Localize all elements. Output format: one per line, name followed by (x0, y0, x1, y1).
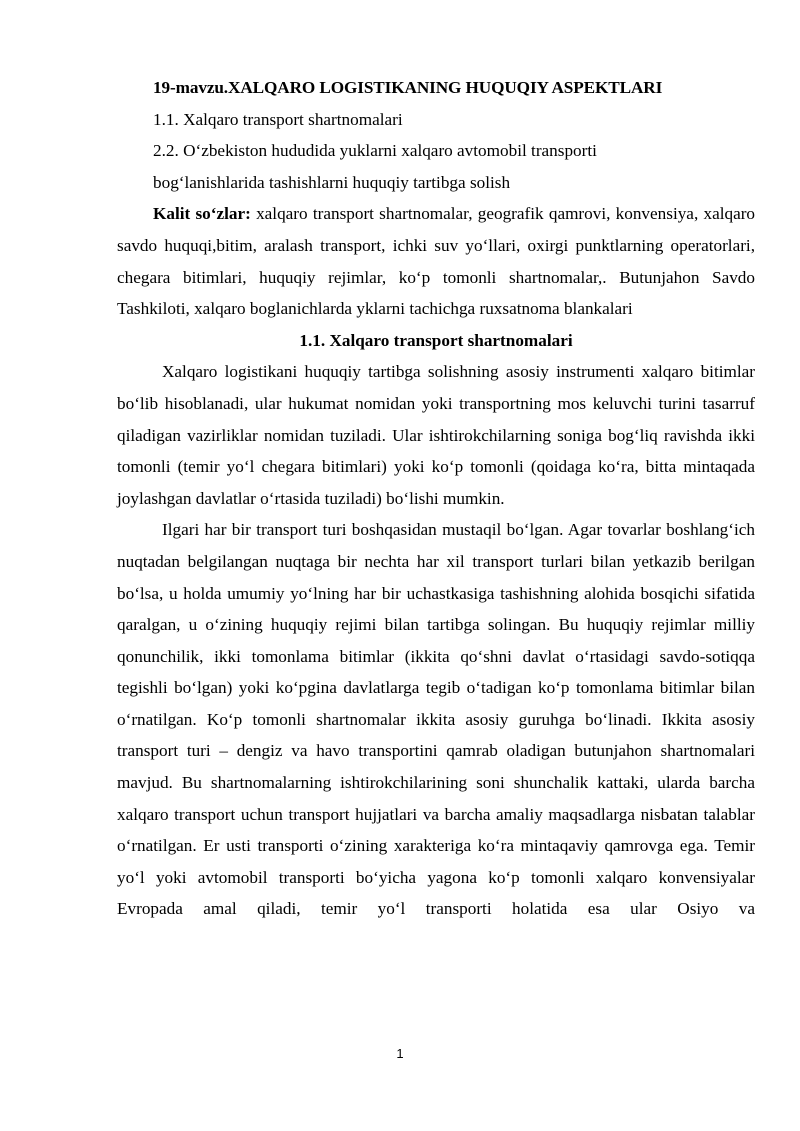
page-number: 1 (396, 1046, 404, 1061)
outline-item-2: 2.2. O‘zbekiston hududida yuklarni xalqaro avtomobil transporti (153, 141, 597, 161)
keywords-paragraph (117, 198, 755, 324)
document-page (117, 72, 755, 925)
keywords-text: xalqaro transport shartnomalar, geografik qamrovi, konvensiya, xalqaro savdo huquqi,bitim, aralash transport, ichki suv yo‘llari, oxirgi punktlarning operatorlari, chegara bitimlari, huquqiy rejimlar, ko‘p tomonli shartnomalar,. Butunjahon Savdo Tashkiloti, xalqaro boglanichlarda yklarni tachichga ruxsatnoma blankalari (117, 204, 756, 319)
document-title: 19-mavzu.XALQARO LOGISTIKANING HUQUQIY ASPEKTLARI (153, 78, 663, 97)
outline-item-2-cont: bog‘lanishlarida tashishlarni huquqiy tartibga solish (153, 172, 511, 192)
section-heading: 1.1. Xalqaro transport shartnomalari (299, 330, 573, 350)
paragraph-2: Ilgari har bir transport turi boshqasidan mustaqil bo‘lgan. Agar tovarlar boshlang‘ich nuqtadan belgilangan nuqtaga bir nechta har xil transport turlari bilan yetkazib berilgan bo‘lsa, u holda umumiy yo‘lning har bir uchastkasiga tashishning alohida bosqichi sifatida qaralgan, u o‘zining huquqiy rejimi bilan tartibga solingan. Bu huquqiy rejimlar milliy qonunchilik, ikki tomonlama bitimlar (ikkita qo‘shni davlat o‘rtasidagi savdo-sotiqqa tegishli bo‘lgan) yoki ko‘pgina davlatlarga tegib o‘tadigan ko‘p tomonlama bitimlar bilan o‘rnatilgan. Ko‘p tomonli shartnomalar ikkita asosiy guruhga bo‘linadi. Ikkita asosiy transport turi – dengiz va havo transportini qamrab oladigan butunjahon shartnomalari mavjud. Bu shartnomalarning ishtirokchilarining soni shunchalik kattaki, ularda barcha xalqaro transport uchun transport hujjatlari va barcha amaliy maqsadlarga nisbatan talablar o‘rnatilgan. Er usti transporti o‘zining xarakteriga ko‘ra mintaqaviy qamrovga ega. Temir yo‘l yoki avtomobil transporti bo‘yicha yagona ko‘p tomonli xalqaro konvensiyalar Evropada amal qiladi, temir yo‘l transporti holatida esa ular Osiyo va (117, 520, 755, 919)
paragraph-1: Xalqaro logistikani huquqiy tartibga solishning asosiy instrumenti xalqaro bitimlar bo‘lib hisoblanadi, ular hukumat nomidan yoki transportning mos keluvchi turini tasarruf qiladigan vazirliklar nomidan tuziladi. Ular ishtirokchilarning soniga bog‘liq ravishda ikki tomonli (temir yo‘l chegara bitimlari) yoki ko‘p tomonli (qoidaga ko‘ra, bitta mintaqada joylashgan davlatlar o‘rtasida tuziladi) bo‘lishi mumkin. (117, 362, 755, 508)
outline-item-1: 1.1. Xalqaro transport shartnomalari (153, 109, 403, 129)
keywords-label: Kalit so‘zlar: (153, 204, 251, 224)
